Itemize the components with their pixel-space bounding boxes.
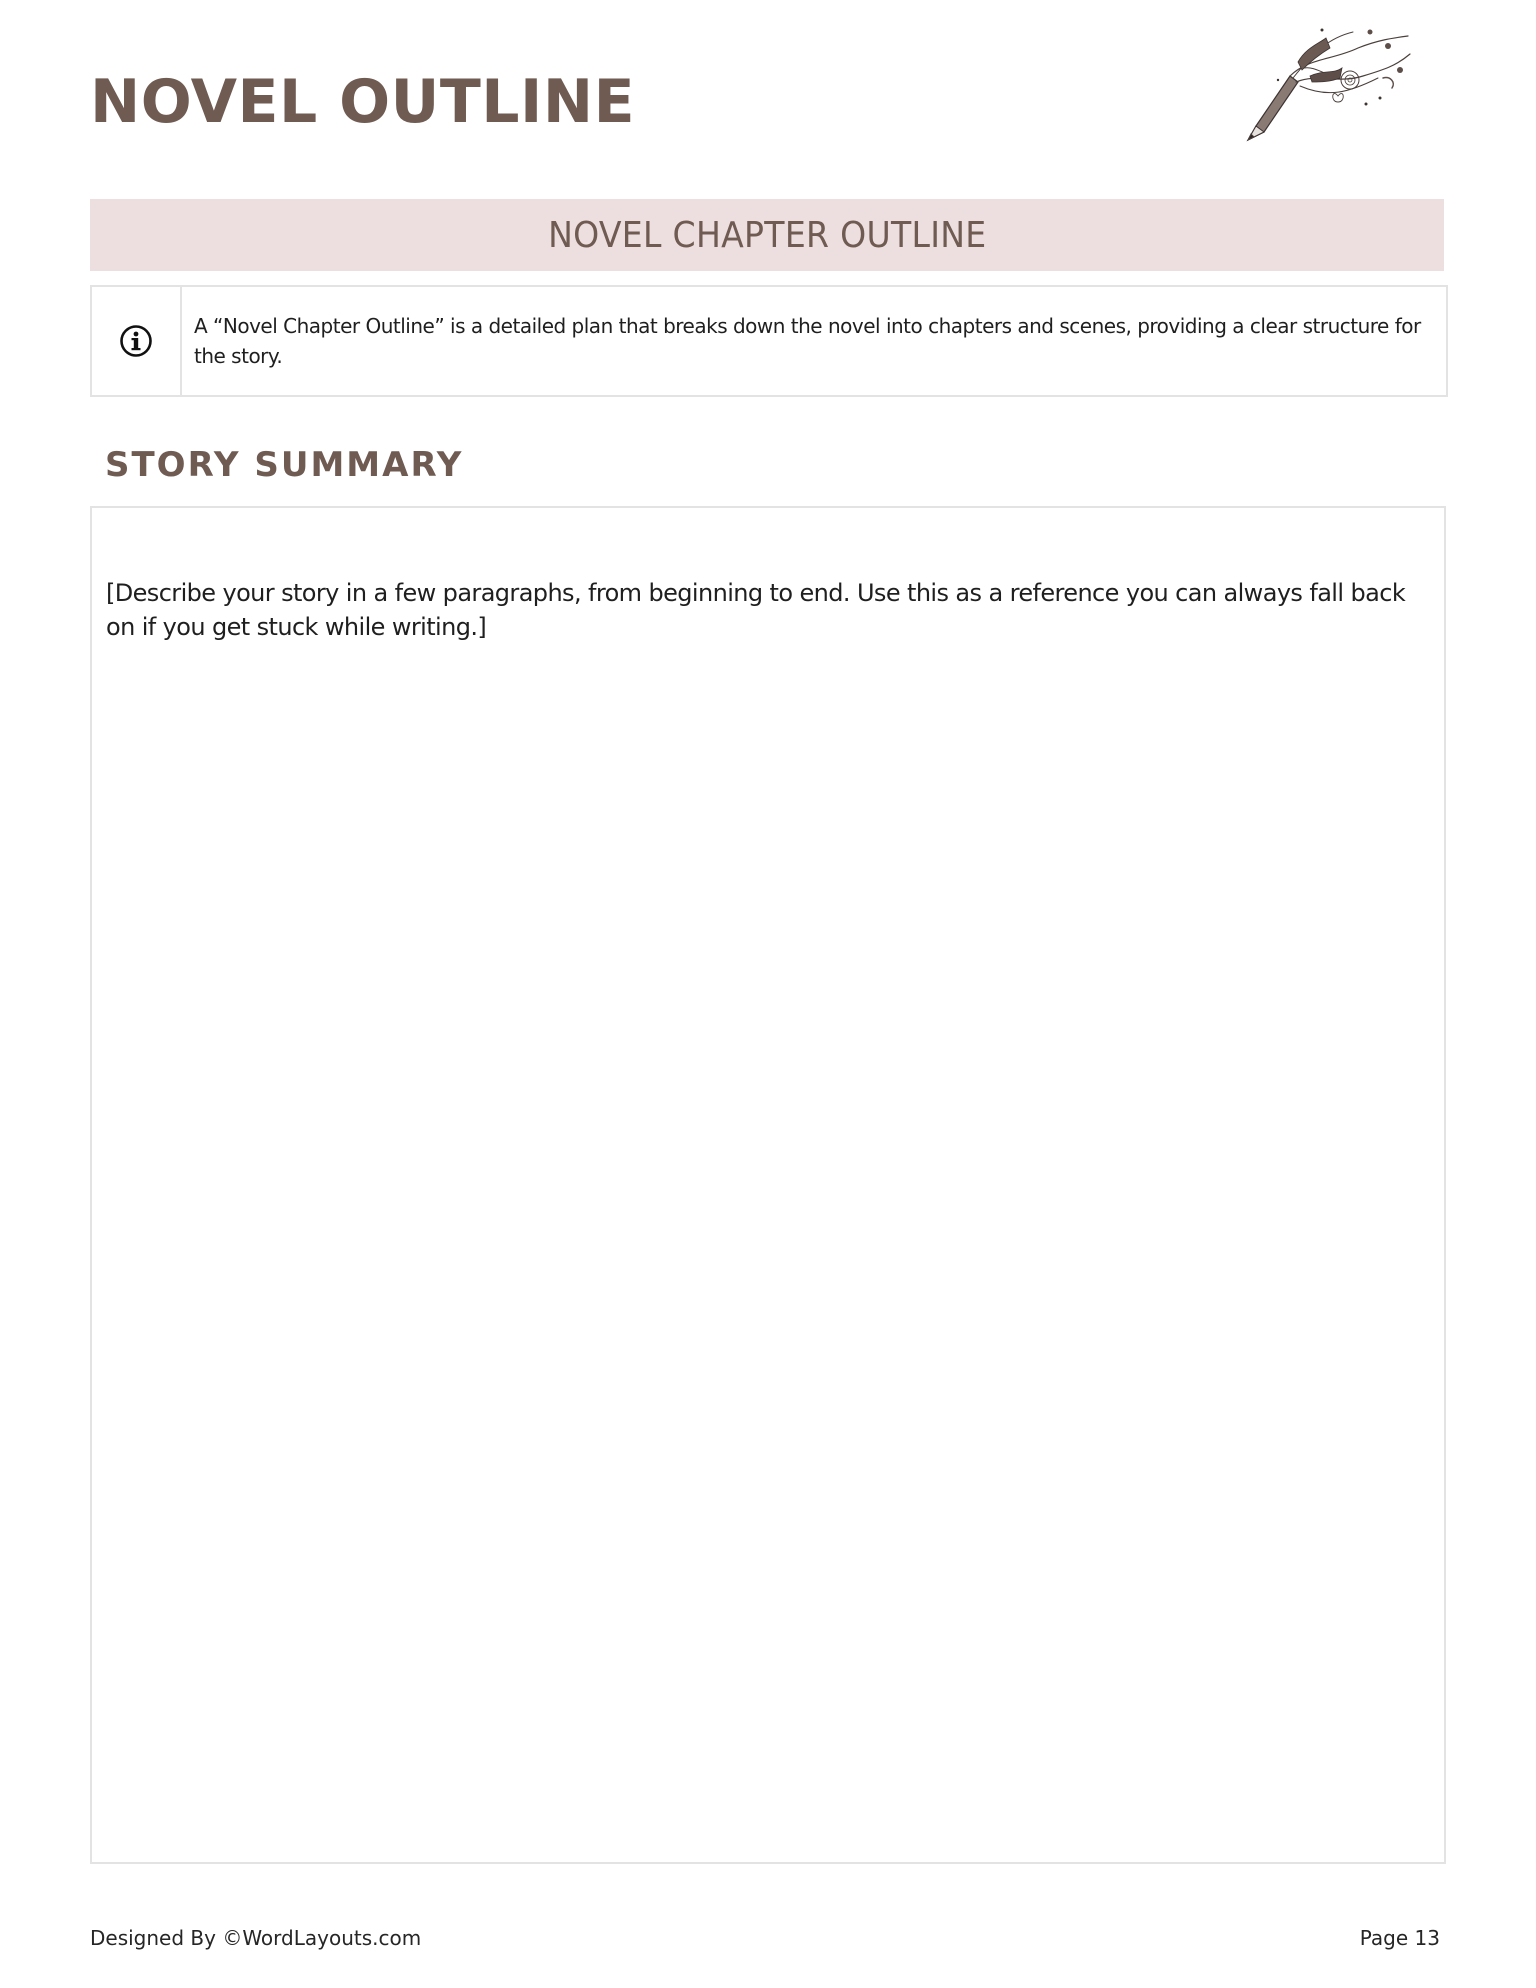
info-description: A “Novel Chapter Outline” is a detailed plan that breaks down the novel into chapters and scenes, providing a clear structure for the story.	[194, 314, 1421, 368]
info-icon-cell	[92, 287, 182, 395]
story-summary-field[interactable]	[90, 506, 1446, 1864]
footer-credit: Designed By ©WordLayouts.com	[90, 1926, 422, 1950]
section-banner	[90, 199, 1444, 271]
banner-title: NOVEL CHAPTER OUTLINE	[547, 214, 987, 256]
page-title: NOVEL OUTLINE	[90, 67, 636, 137]
info-icon	[119, 324, 153, 358]
info-callout	[90, 285, 1448, 397]
story-summary-placeholder: [Describe your story in a few paragraphs, from beginning to end. Use this as a reference you can always fall back on if you get stuck while writing.]	[106, 579, 1406, 641]
pencil-illustration-icon	[1238, 18, 1418, 148]
story-summary-heading: STORY SUMMARY	[105, 445, 464, 485]
page-number: Page 13	[1359, 1926, 1440, 1950]
